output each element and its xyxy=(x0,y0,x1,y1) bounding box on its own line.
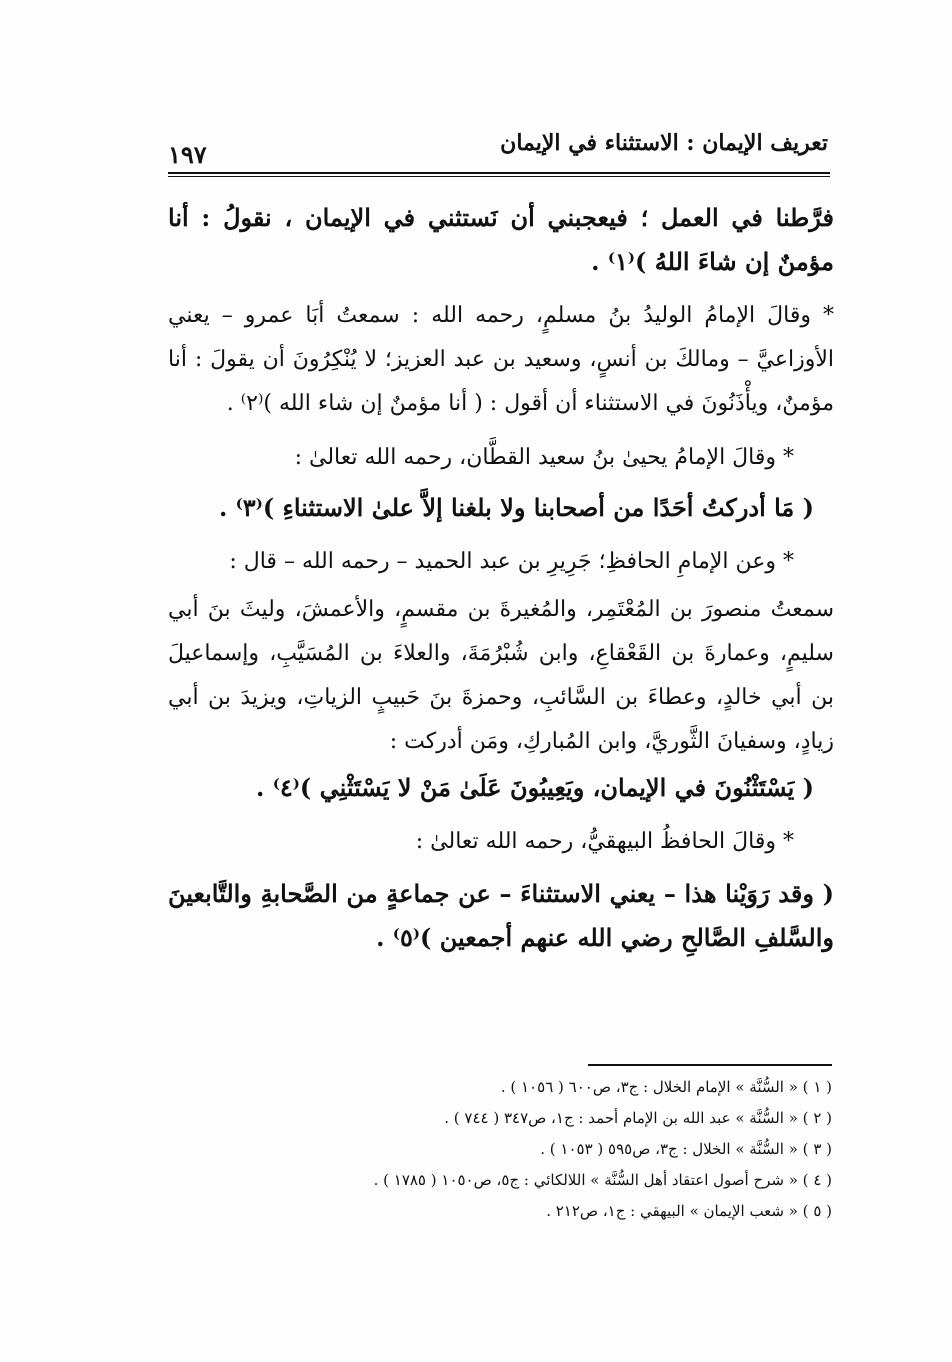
paragraph-4: ( مَا أدركتُ أحَدًا من أصحابنا ولا بلغنا إلاَّ علىٰ الاستثناءِ )⁽٣⁾ . xyxy=(218,493,814,522)
page-number: ١٩٧ xyxy=(168,140,207,169)
footnote-3: ( ٣ ) « السُّنَّة » الخلال : ج٣، ص٥٩٥ ( ١٠٥٣ ) . xyxy=(540,1140,832,1158)
paragraph-3: * وقالَ الإمامُ يحيىٰ بنُ سعيد القطَّان، رحمه الله تعالىٰ : xyxy=(294,445,794,470)
footnote-rule xyxy=(588,1064,832,1066)
paragraph-9: ( وقد رَوَيْنا هذا – يعني الاستثناءَ – عن جماعةٍ من الصَّحابةِ والتَّابعينَ والسَّلفِ الصَّالحِ رضي الله عنهم أجمعين )⁽٥⁾ . xyxy=(168,879,834,952)
footnote-4: ( ٤ ) « شرح أصول اعتقاد أهل السُّنَّة » اللالكائي : ج٥، ص١٠٥٠ ( ١٧٨٥ ) . xyxy=(373,1171,832,1189)
footnote-2: ( ٢ ) « السُّنَّة » عبد الله بن الإمام أحمد : ج١، ص٣٤٧ ( ٧٤٤ ) . xyxy=(444,1109,832,1127)
paragraph-2: * وقالَ الإمامُ الوليدُ بنُ مسلمٍ، رحمه الله : سمعتُ أبَا عمرو – يعني الأوزاعيَّ – ومالكَ بن أنسٍ، وسعيد بن عبد العزيز؛ لا يُنْكِرُونَ أن يقولَ : أنا مؤمنٌ، ويأْذَنُونَ في الاستثناء أن أقول : ( أنا مؤمنٌ إن شاء الله )⁽٢⁾ . xyxy=(168,303,834,416)
header-rule xyxy=(168,172,830,174)
paragraph-1: فرَّطنا في العمل ؛ فيعجبني أن نَستثني في الإيمان ، نقولُ : أنا مؤمنٌ إن شاءَ اللهُ )⁽١⁾ . xyxy=(168,203,834,276)
main-text xyxy=(168,196,834,960)
running-title: تعريف الإيمان : الاستثناء في الإيمان xyxy=(500,130,828,156)
paragraph-8: * وقالَ الحافظُ البيهقيُّ، رحمه الله تعالىٰ : xyxy=(415,829,794,854)
header-rule-thin xyxy=(168,176,830,177)
footnotes xyxy=(168,1072,832,1227)
page-header xyxy=(168,128,828,172)
paragraph-5: * وعن الإمامِ الحافظِ؛ جَرِيرِ بن عبد الحميد – رحمه الله – قال : xyxy=(229,549,794,574)
footnote-1: ( ١ ) « السُّنَّة » الإمام الخلال : ج٣، ص٦٠٠ ( ١٠٥٦ ) . xyxy=(500,1078,832,1096)
footnote-5: ( ٥ ) « شعب الإيمان » البيهقي : ج١، ص٢١٢ . xyxy=(546,1202,832,1220)
paragraph-6: سمعتُ منصورَ بن المُعْتَمِر، والمُغيرةَ بن مقسمٍ، والأعمشَ، وليثَ بنَ أبي سليمٍ، وعمارةَ بن القَعْقاعِ، وابن شُبْرُمَةَ، والعلاءَ بن المُسَيَّبِ، وإسماعيلَ بن أبي خالدٍ، وعطاءَ بن السَّائبِ، وحمزةَ بنَ حَبيبٍ الزياتِ، ويزيدَ بن أبي زيادٍ، وسفيانَ الثَّوريَّ، وابن المُباركِ، ومَن أدركت : xyxy=(168,597,834,754)
paragraph-7: ( يَسْتَثْنُونَ في الإيمان، ويَعِيبُونَ عَلَىٰ مَنْ لا يَسْتَثْنِي )⁽٤⁾ . xyxy=(256,773,814,802)
